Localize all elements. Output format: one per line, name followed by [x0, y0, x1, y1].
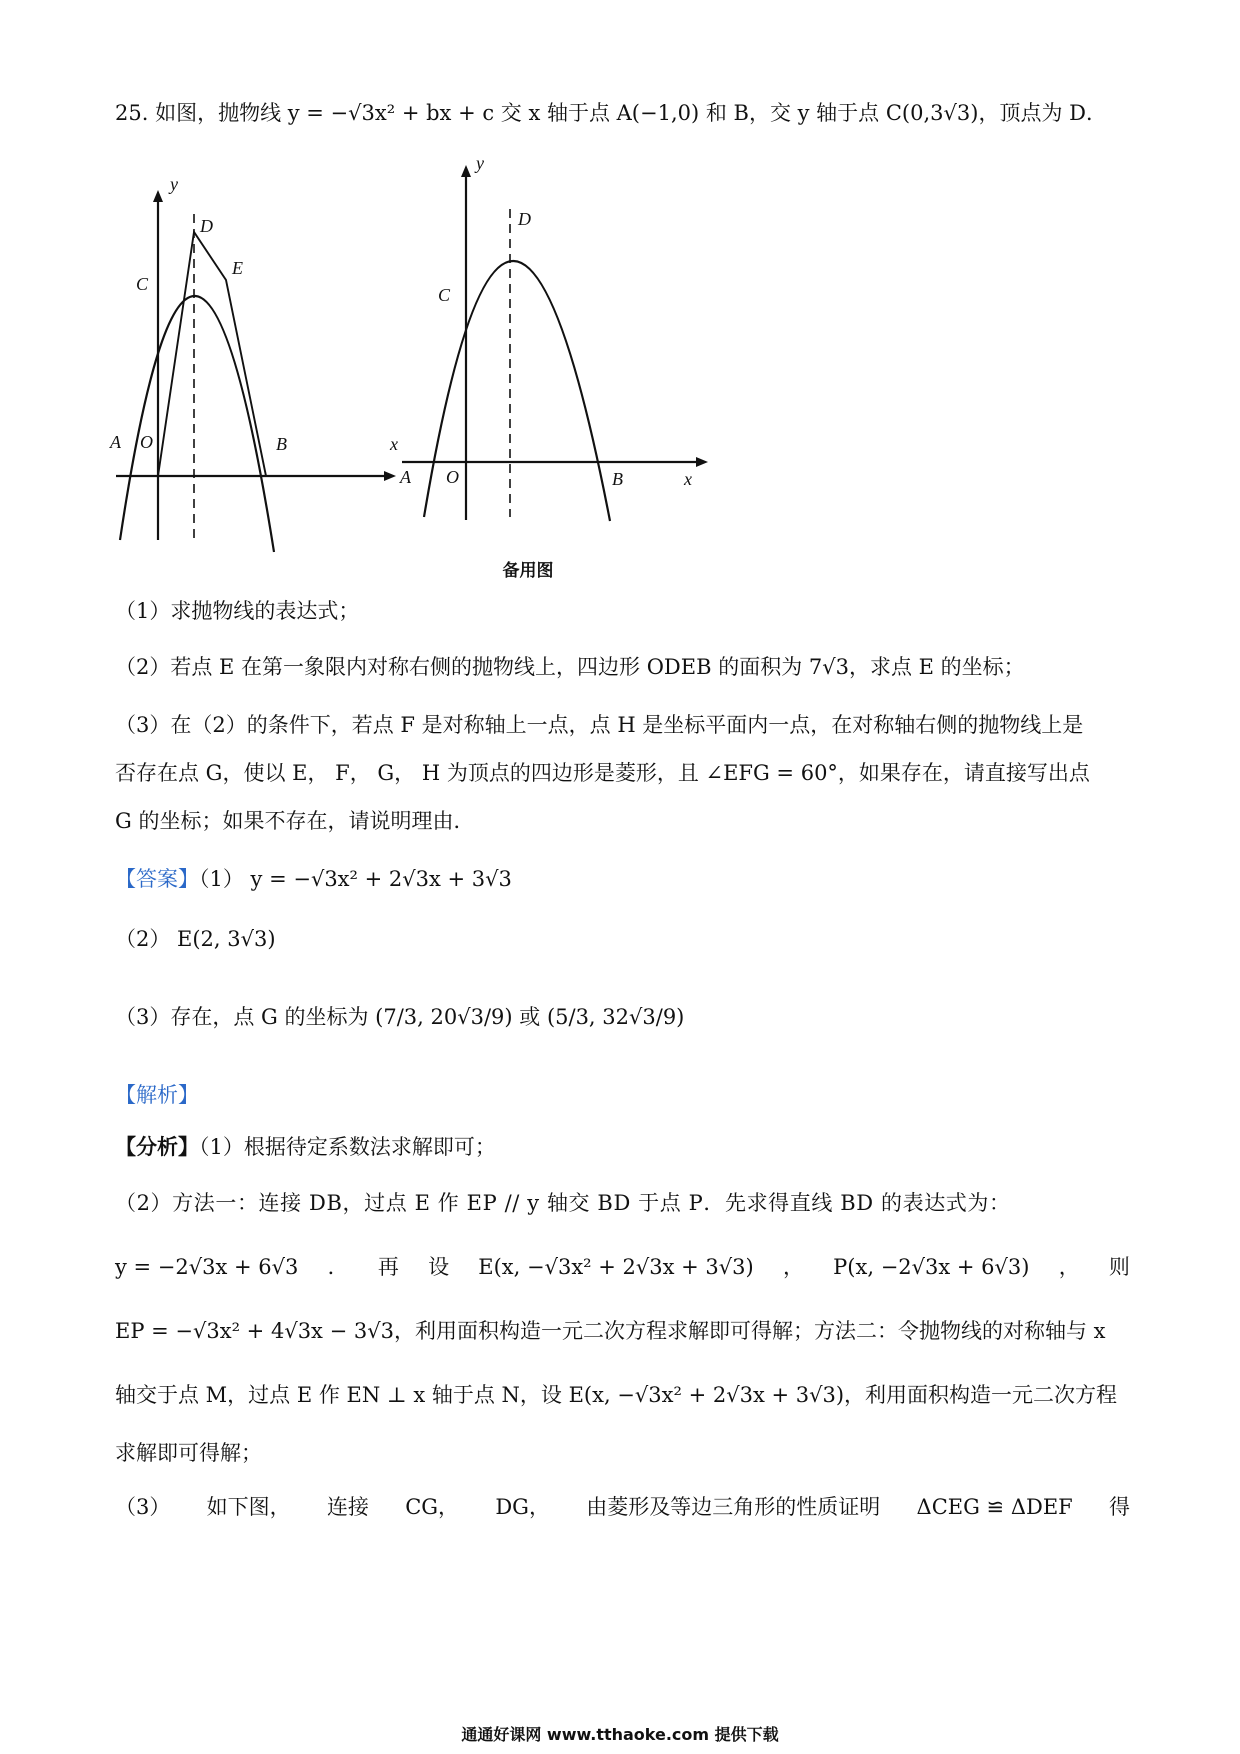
answer-2: （2） E(2, 3√3)	[115, 927, 276, 951]
y-axis-arrow	[153, 190, 163, 202]
parabola-curve	[120, 296, 274, 552]
parabola-figure-backup	[400, 153, 710, 525]
fenxi-2-line-1: （2）方法一：连接 DB，过点 E 作 EP // y 轴交 BD 于点 P．先求得直线 BD 的表达式为：	[115, 1191, 1011, 1215]
fenxi-3-line-1	[115, 1492, 1130, 1522]
answer-tag: 【答案】	[115, 867, 199, 891]
parabola-figure-main	[110, 174, 400, 550]
fenxi-2-line-2-part: ，	[1058, 1255, 1080, 1279]
fenxi-tag: 【分析】	[115, 1134, 199, 1159]
fenxi-2-line-2	[115, 1252, 1130, 1282]
x-axis-arrow	[696, 457, 708, 467]
label-e: E	[232, 258, 243, 278]
fenxi-2-line-5: 求解即可得解；	[115, 1441, 262, 1465]
fenxi-3-part: 得	[1109, 1495, 1130, 1519]
label-y: y	[170, 174, 178, 194]
label-a: A	[110, 432, 121, 452]
label-d: D	[518, 209, 531, 229]
page-footer: 通通好课网 www.tthaoke.com 提供下载	[461, 1725, 779, 1744]
problem-statement: 25. 如图，抛物线 y = −√3x² + bx + c 交 x 轴于点 A(−1,0) 和 B，交 y 轴于点 C(0,3√3)，顶点为 D．	[115, 101, 1107, 125]
answer-3: （3）存在，点 G 的坐标为 (7/3, 20√3/9) 或 (5/3, 32√3/9)	[115, 1005, 685, 1029]
x-axis-arrow	[384, 471, 396, 481]
question-2: （2）若点 E 在第一象限内对称右侧的抛物线上，四边形 ODEB 的面积为 7√3，求点 E 的坐标；	[115, 655, 1025, 679]
fenxi-3-part: 由菱形及等边三角形的性质证明	[586, 1495, 881, 1519]
fenxi-2-line-2-part: E(x, −√3x² + 2√3x + 3√3)	[478, 1255, 754, 1279]
label-c: C	[136, 274, 149, 294]
fenxi-2-line-2-part: ，	[782, 1255, 804, 1279]
fenxi-2-line-2-part: 再	[377, 1255, 399, 1279]
label-x: x	[390, 434, 398, 454]
label-d: D	[200, 216, 213, 236]
figure-caption: 备用图	[502, 561, 554, 581]
label-c: C	[438, 285, 451, 305]
question-3-line-1: （3）在（2）的条件下，若点 F 是对称轴上一点，点 H 是坐标平面内一点，在对称轴右侧的抛物线上是	[115, 713, 1084, 737]
answer-1-row	[115, 864, 1130, 894]
quadrilateral-odeb	[158, 232, 266, 476]
fenxi-2-line-2-part: 则	[1108, 1255, 1130, 1279]
fenxi-2-line-2-part: 设	[428, 1255, 450, 1279]
question-3-line-3: G 的坐标；如果不存在，请说明理由．	[115, 809, 475, 833]
fenxi-row	[115, 1132, 1130, 1162]
question-3-line-2: 否存在点 G，使以 E， F， G， H 为顶点的四边形是菱形，且 ∠EFG = 60°，如果存在，请直接写出点	[115, 761, 1090, 785]
label-x: x	[684, 469, 692, 489]
fenxi-3-part: DG，	[495, 1495, 550, 1519]
label-o: O	[140, 432, 153, 452]
label-a: A	[400, 467, 411, 487]
y-axis-arrow	[461, 165, 471, 177]
fenxi-3-part: （3）	[115, 1495, 171, 1519]
label-o: O	[446, 467, 459, 487]
fenxi-2-line-2-part: P(x, −2√3x + 6√3)	[833, 1255, 1030, 1279]
label-b: B	[276, 434, 287, 454]
fenxi-2-line-3: EP = −√3x² + 4√3x − 3√3，利用面积构造一元二次方程求解即可得解；方法二：令抛物线的对称轴与 x	[115, 1319, 1106, 1343]
fenxi-3-part: CG，	[405, 1495, 460, 1519]
fenxi-1: （1）根据待定系数法求解即可；	[199, 1135, 496, 1159]
fenxi-3-part: ΔCEG ≌ ΔDEF	[916, 1495, 1073, 1519]
label-b: B	[612, 469, 623, 489]
question-1: （1）求抛物线的表达式；	[115, 599, 360, 623]
fenxi-3-part: 连接	[326, 1495, 369, 1519]
analysis-tag: 【解析】	[115, 1083, 199, 1107]
fenxi-2-line-2-part: ．	[327, 1255, 349, 1279]
fenxi-3-part: 如下图，	[206, 1495, 291, 1519]
answer-1: （1） y = −√3x² + 2√3x + 3√3	[199, 867, 512, 891]
fenxi-2-line-4: 轴交于点 M，过点 E 作 EN ⊥ x 轴于点 N，设 E(x, −√3x² + 2√3x + 3√3)，利用面积构造一元二次方程	[115, 1383, 1118, 1407]
fenxi-2-line-2-part: y = −2√3x + 6√3	[115, 1255, 299, 1279]
label-y: y	[476, 153, 484, 173]
